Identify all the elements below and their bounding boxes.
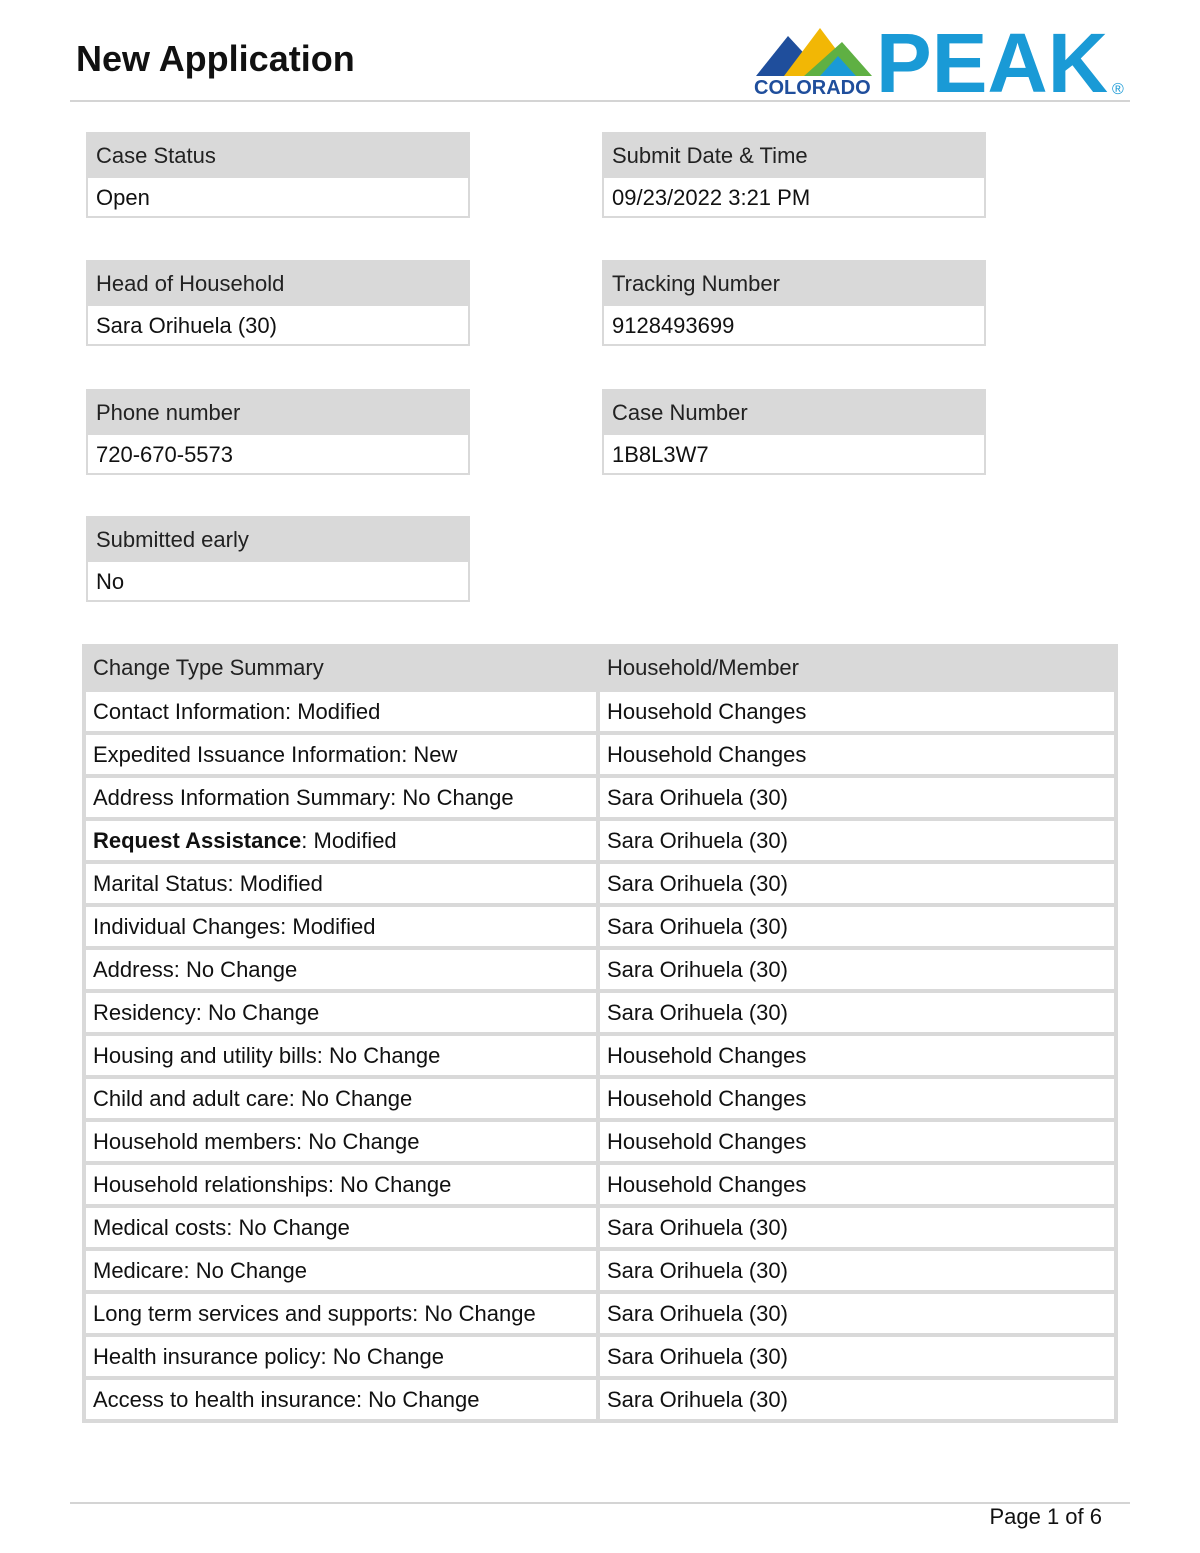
logo-brand-text: PEAK [876,20,1108,100]
head-of-household-label: Head of Household [88,262,468,306]
logo-registered-mark: ® [1112,81,1124,98]
change-type-status: : No Change [195,999,320,1025]
change-type-cell [86,1380,596,1419]
member-cell: Sara Orihuela (30) [600,907,1114,946]
table-row [86,1294,1114,1333]
member-cell: Household Changes [600,1079,1114,1118]
case-status-field [86,132,470,218]
change-type-status: : No Change [412,1300,536,1326]
page-number: Page 1 of 6 [989,1504,1102,1529]
head-of-household-value: Sara Orihuela (30) [96,313,277,338]
change-type-name: Expedited Issuance Information [93,741,402,767]
case-status-value: Open [96,185,150,210]
table-row [86,1122,1114,1161]
change-type-cell [86,821,596,860]
change-type-status: : No Change [288,1085,413,1111]
change-type-cell [86,1337,596,1376]
change-type-name: Housing and utility bills [93,1042,317,1068]
change-type-cell [86,864,596,903]
case-status-label: Case Status [88,134,468,178]
change-type-cell [86,993,596,1032]
table-row [86,1036,1114,1075]
case-number-field [602,389,986,475]
change-type-status: : No Change [327,1171,452,1197]
table-row [86,778,1114,817]
case-number-value: 1B8L3W7 [612,442,709,467]
submitted-early-label: Submitted early [88,518,468,562]
change-type-cell [86,1208,596,1247]
change-type-name: Request Assistance [93,827,302,853]
member-cell: Household Changes [600,692,1114,731]
mountain-icon [756,28,872,76]
head-of-household-field [86,260,470,346]
change-type-status: : No Change [226,1214,350,1240]
change-type-cell [86,735,596,774]
table-row [86,821,1114,860]
change-type-cell [86,1165,596,1204]
change-type-name: Individual Changes [93,913,281,939]
change-type-name: Child and adult care [93,1085,289,1111]
change-type-name: Household members [93,1128,296,1154]
submitted-early-field [86,516,470,602]
change-type-status: : Modified [280,913,376,939]
change-type-name: Marital Status [93,870,228,896]
change-type-cell [86,1294,596,1333]
member-cell: Sara Orihuela (30) [600,1337,1114,1376]
member-cell: Sara Orihuela (30) [600,1208,1114,1247]
member-cell: Household Changes [600,1036,1114,1075]
phone-number-value: 720-670-5573 [96,442,234,467]
member-cell: Sara Orihuela (30) [600,950,1114,989]
change-type-status: : No Change [173,956,298,982]
change-type-cell [86,778,596,817]
change-type-name: Household relationships [93,1171,328,1197]
column-header-member: Household/Member [600,648,1114,688]
change-type-name: Access to health insurance [93,1386,356,1412]
table-row [86,1208,1114,1247]
member-cell: Household Changes [600,1122,1114,1161]
change-type-status: : New [401,741,458,767]
page-title: New Application [76,38,355,79]
change-type-status: : No Change [183,1257,308,1283]
table-row [86,692,1114,731]
change-type-cell [86,907,596,946]
change-type-name: Contact Information [93,698,285,724]
change-type-name: Address [93,956,174,982]
member-cell: Sara Orihuela (30) [600,1251,1114,1290]
member-cell: Sara Orihuela (30) [600,1294,1114,1333]
change-type-status: : No Change [390,784,514,810]
footer-divider [70,1502,1130,1504]
table-row [86,1380,1114,1419]
member-cell: Sara Orihuela (30) [600,993,1114,1032]
member-cell: Household Changes [600,735,1114,774]
table-row [86,993,1114,1032]
submit-datetime-field [602,132,986,218]
submitted-early-value: No [96,569,125,594]
change-type-name: Health insurance policy [93,1343,321,1369]
change-type-cell [86,692,596,731]
change-type-cell [86,950,596,989]
table-row [86,1165,1114,1204]
change-type-cell [86,1036,596,1075]
change-type-status: : No Change [316,1042,441,1068]
table-row [86,1251,1114,1290]
phone-number-label: Phone number [88,391,468,435]
phone-number-field [86,389,470,475]
member-cell: Sara Orihuela (30) [600,821,1114,860]
submit-datetime-value: 09/23/2022 3:21 PM [612,185,811,210]
tracking-number-label: Tracking Number [604,262,984,306]
change-type-cell [86,1079,596,1118]
header-divider [70,100,1130,102]
change-type-status: : No Change [295,1128,420,1154]
logo-state-text: COLORADO [754,77,871,99]
change-type-name: Medical costs [93,1214,227,1240]
change-type-status: : Modified [227,870,323,896]
tracking-number-field [602,260,986,346]
column-header-change-type: Change Type Summary [86,648,596,688]
table-row [86,735,1114,774]
change-type-status: : Modified [284,698,381,724]
change-type-status: : Modified [301,827,397,853]
case-number-label: Case Number [604,391,984,435]
colorado-peak-logo [754,20,1134,100]
member-cell: Sara Orihuela (30) [600,864,1114,903]
change-summary-table [82,644,1118,1423]
table-header-row [86,648,1114,688]
tracking-number-value: 9128493699 [612,313,735,338]
change-type-cell [86,1122,596,1161]
change-type-status: : No Change [320,1343,444,1369]
member-cell: Household Changes [600,1165,1114,1204]
table-row [86,1337,1114,1376]
table-row [86,950,1114,989]
change-type-name: Residency [93,999,196,1025]
change-type-status: : No Change [355,1386,480,1412]
change-type-name: Address Information Summary [93,784,391,810]
change-type-cell [86,1251,596,1290]
member-cell: Sara Orihuela (30) [600,1380,1114,1419]
table-row [86,907,1114,946]
change-type-name: Medicare [93,1257,184,1283]
submit-datetime-label: Submit Date & Time [604,134,984,178]
table-row [86,1079,1114,1118]
member-cell: Sara Orihuela (30) [600,778,1114,817]
table-row [86,864,1114,903]
change-type-name: Long term services and supports [93,1300,413,1326]
